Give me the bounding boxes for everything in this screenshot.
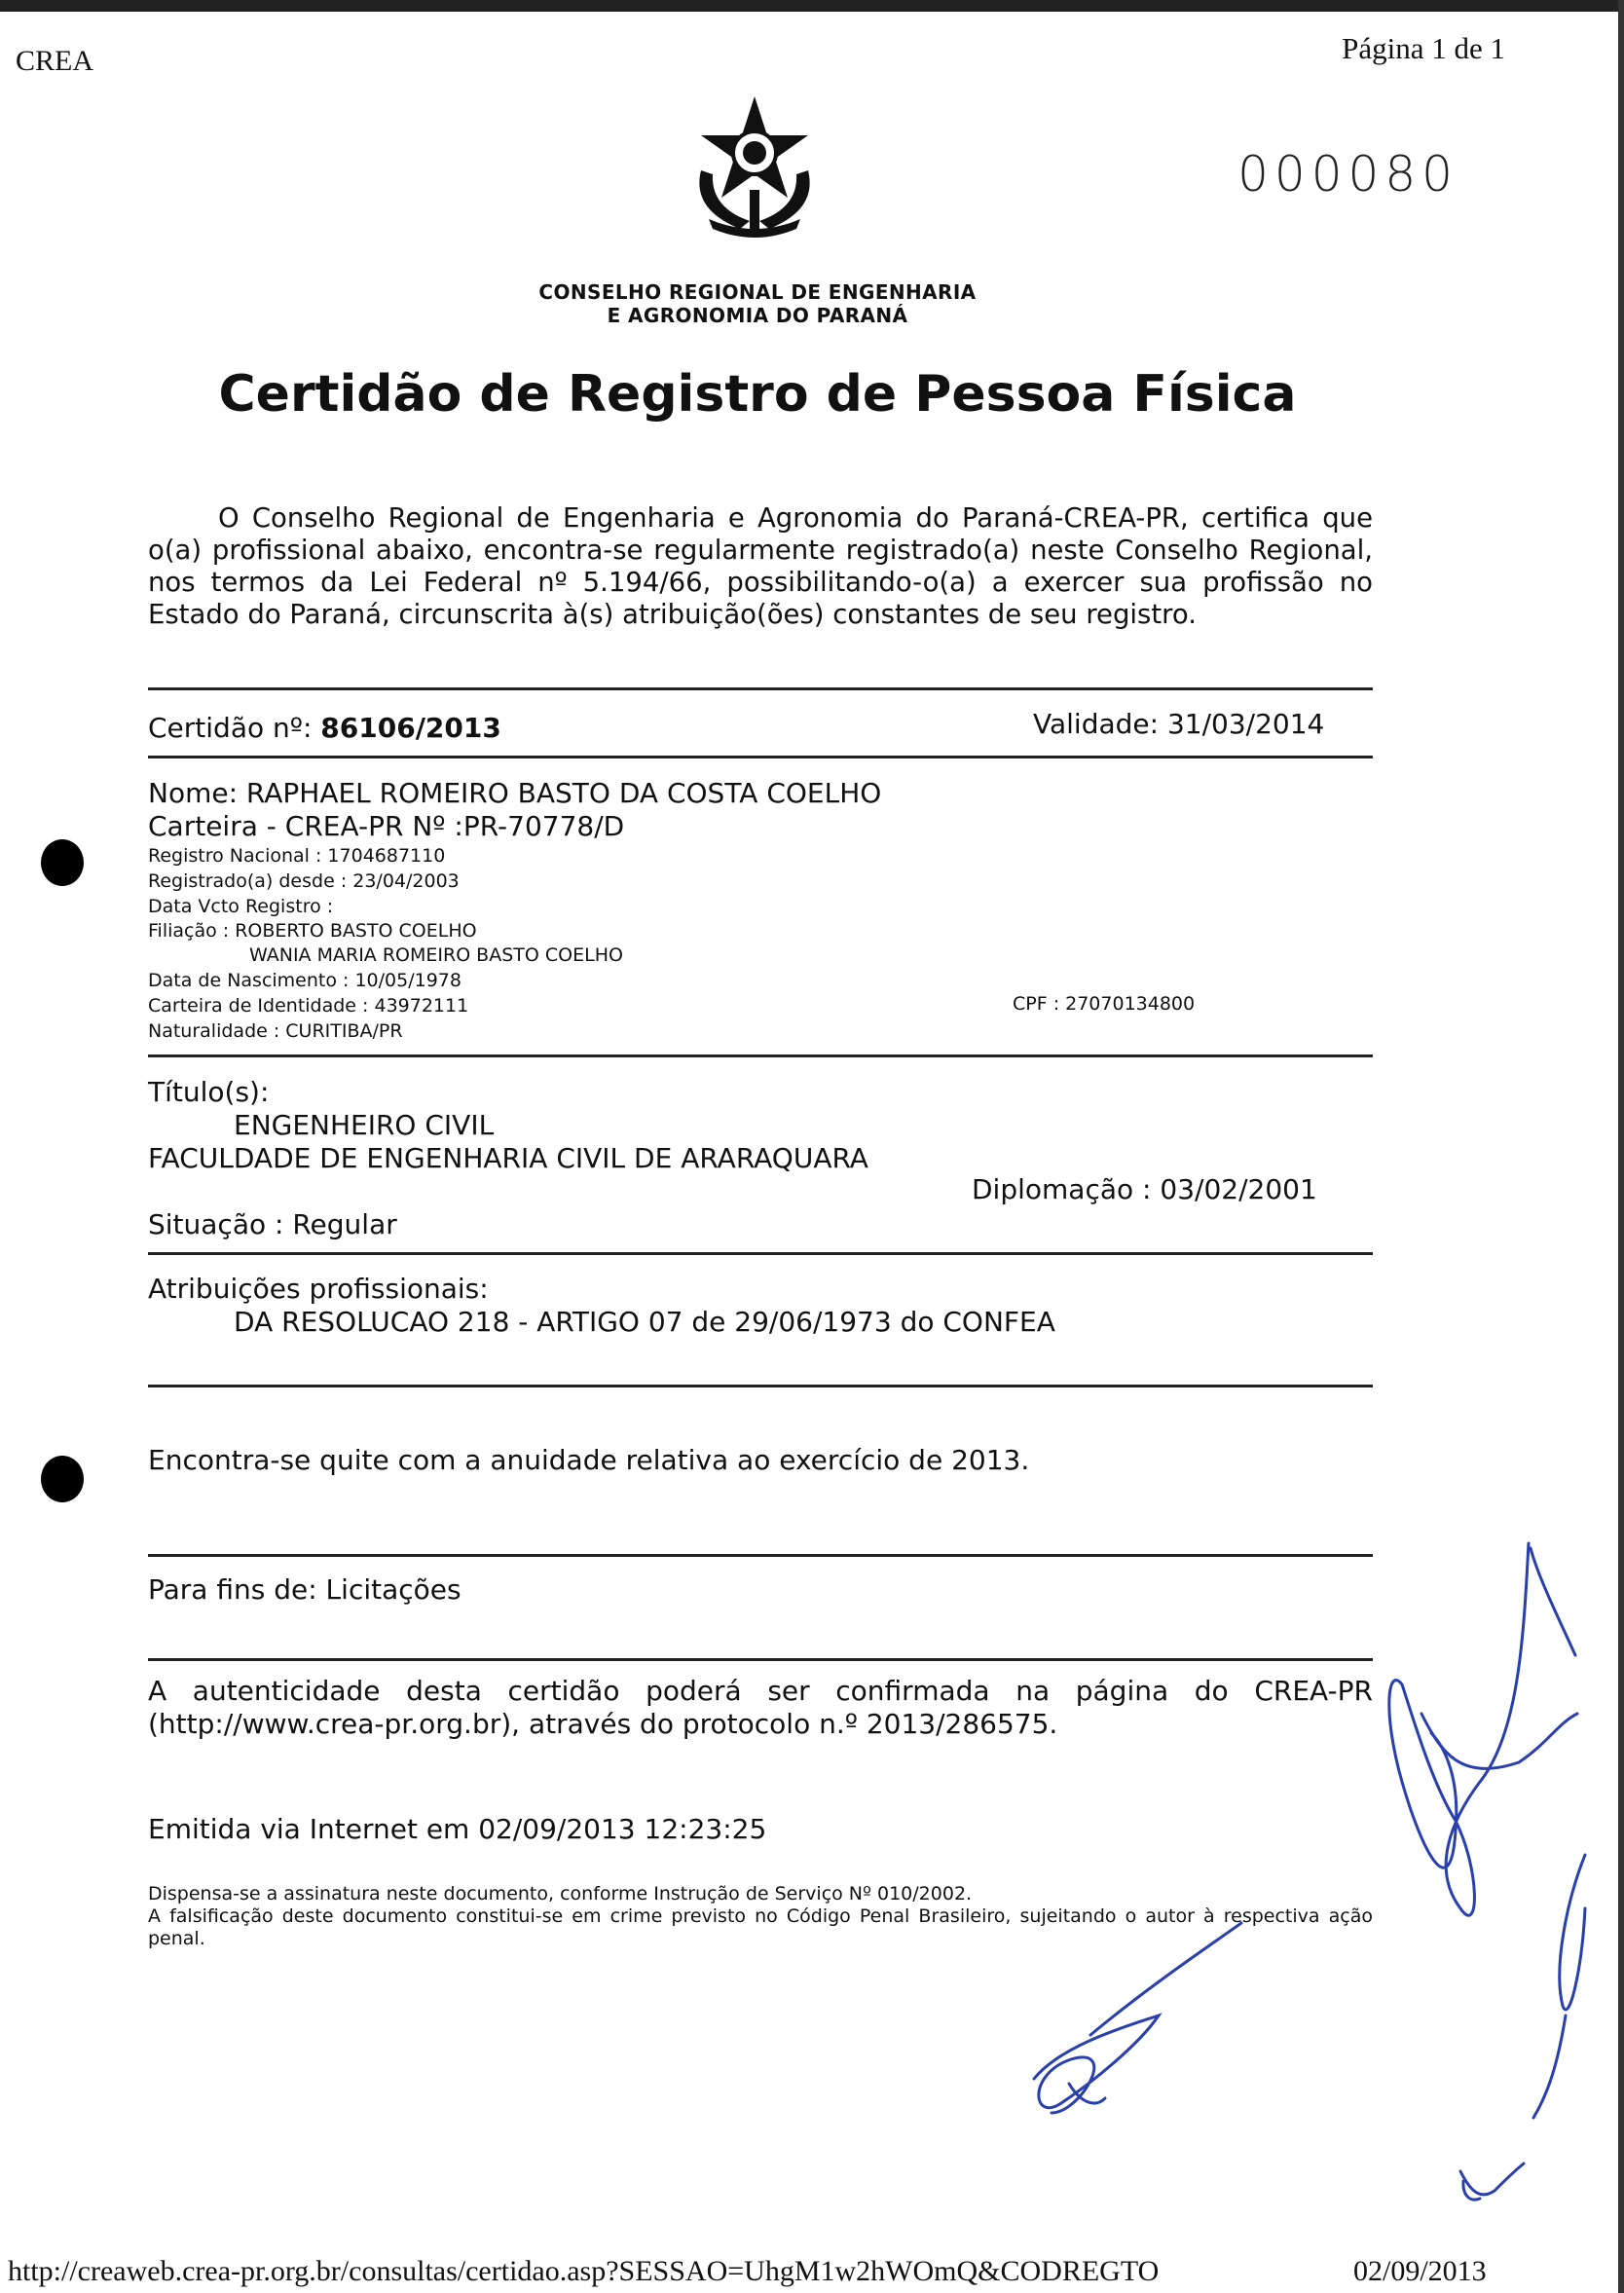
forgery-warning-note: A falsificação deste documento constitui-se em crime previsto no Código Penal Brasileiro, sujeitando o autor à respectiva ação penal. xyxy=(148,1905,1373,1949)
degree: ENGENHEIRO CIVIL xyxy=(234,1109,495,1141)
attributions-value: DA RESOLUCAO 218 - ARTIGO 07 de 29/06/1973 do CONFEA xyxy=(234,1306,1055,1338)
signature-waiver-note: Dispensa-se a assinatura neste documento, conforme Instrução de Serviço Nº 010/2002. xyxy=(148,1883,973,1905)
institution: FACULDADE DE ENGENHARIA CIVIL DE ARARAQUARA xyxy=(148,1142,868,1174)
titles-label: Título(s): xyxy=(148,1076,270,1108)
graduation-date: Diplomação : 03/02/2001 xyxy=(972,1173,1317,1205)
birth-date: Data de Nascimento : 10/05/1978 xyxy=(148,970,461,991)
registry-expiry: Data Vcto Registro : xyxy=(148,896,334,917)
issued-date: Emitida via Internet em 02/09/2013 12:23:25 xyxy=(148,1813,767,1845)
page-title: Certidão de Registro de Pessoa Física xyxy=(218,365,1297,424)
filiation-father: Filiação : ROBERTO BASTO COELHO xyxy=(148,920,477,942)
national-registry: Registro Nacional : 1704687110 xyxy=(148,845,446,867)
cpf: CPF : 27070134800 xyxy=(1013,993,1196,1015)
footer-date: 02/09/2013 xyxy=(1353,2255,1487,2287)
id-card: Carteira de Identidade : 43972111 xyxy=(148,995,469,1017)
registered-since: Registrado(a) desde : 23/04/2003 xyxy=(148,870,460,892)
filiation-mother: WANIA MARIA ROMEIRO BASTO COELHO xyxy=(249,944,623,966)
purpose: Para fins de: Licitações xyxy=(148,1573,461,1606)
validity: Validade: 31/03/2014 xyxy=(1033,708,1325,740)
attributions-label: Atribuições profissionais: xyxy=(148,1273,489,1305)
certificate-value: 86106/2013 xyxy=(320,712,501,744)
org-name-line2: E AGRONOMIA DO PARANÁ xyxy=(607,304,908,327)
header-crea: CREA xyxy=(16,45,94,77)
certificate-label: Certidão nº: xyxy=(148,712,313,744)
stamp-number: 000080 xyxy=(1237,146,1458,203)
intro-paragraph: O Conselho Regional de Engenharia e Agronomia do Paraná-CREA-PR, certifica que o(a) profissional abaixo, encontra-se regularmente registrado(a) neste Conselho Regional, nos termos da Lei Federal nº 5.194/66, possibilitando-o(a) a exercer sua profissão no Estado do Paraná, circunscrita à(s) atribuição(ões) constantes de seu registro. xyxy=(148,502,1373,630)
org-name-line1: CONSELHO REGIONAL DE ENGENHARIA xyxy=(538,280,977,304)
page-number: Página 1 de 1 xyxy=(1342,31,1505,65)
birthplace: Naturalidade : CURITIBA/PR xyxy=(148,1020,403,1042)
person-name: Nome: RAPHAEL ROMEIRO BASTO DA COSTA COELHO xyxy=(148,777,882,809)
status: Situação : Regular xyxy=(148,1208,397,1240)
footer-url[interactable]: http://creaweb.crea-pr.org.br/consultas/certidao.asp?SESSAO=UhgM1w2hWOmQ&CODREGTO xyxy=(8,2255,1160,2287)
person-card: Carteira - CREA-PR Nº :PR-70778/D xyxy=(148,810,625,842)
authenticity-statement: A autenticidade desta certidão poderá ser confirmada na página do CREA-PR (http://www.crea-pr.org.br), através do protocolo n.º 2013/286575. xyxy=(148,1675,1373,1740)
annuity-statement: Encontra-se quite com a anuidade relativa ao exercício de 2013. xyxy=(148,1444,1030,1476)
